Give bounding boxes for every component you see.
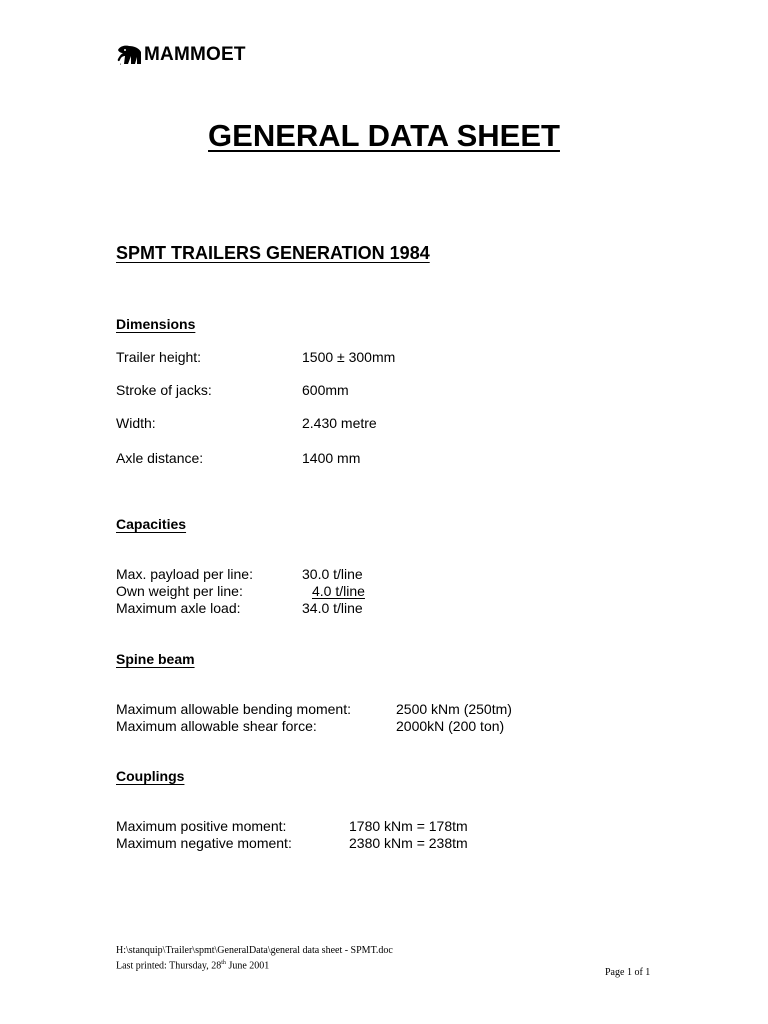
- cap-value-own-weight: 4.0 t/line: [312, 583, 365, 599]
- footer-last-printed: [116, 957, 269, 972]
- cap-value-axle-load: 34.0 t/line: [302, 600, 363, 616]
- coupling-label-negative: Maximum negative moment:: [116, 835, 292, 851]
- cap-label-payload: Max. payload per line:: [116, 566, 253, 582]
- spine-value-shear: 2000kN (200 ton): [396, 718, 505, 734]
- logo-tick-mark: ': [120, 64, 122, 70]
- dim-value-stroke: 600mm: [302, 382, 349, 398]
- dim-label-height: Trailer height:: [116, 349, 202, 365]
- logo-text: MAMMOET: [144, 44, 246, 65]
- dim-label-stroke: Stroke of jacks:: [116, 382, 212, 398]
- dimensions-heading: Dimensions: [116, 316, 196, 332]
- dim-value-height: 1500 ± 300mm: [302, 349, 396, 365]
- footer-printed-prefix: Last printed: Thursday, 28: [116, 960, 222, 972]
- spine-beam-heading: Spine beam: [116, 651, 195, 667]
- couplings-heading: Couplings: [116, 768, 185, 784]
- cap-label-axle-load: Maximum axle load:: [116, 600, 241, 616]
- spine-label-bending: Maximum allowable bending moment:: [116, 701, 351, 717]
- cap-label-own-weight: Own weight per line:: [116, 583, 243, 599]
- dim-value-width: 2.430 metre: [302, 415, 377, 431]
- company-logo: [116, 44, 246, 66]
- footer-printed-sup: th: [221, 960, 226, 966]
- footer-printed-suffix: June 2001: [225, 960, 270, 972]
- spine-label-shear: Maximum allowable shear force:: [116, 718, 317, 734]
- mammoth-logo-icon: [116, 44, 142, 66]
- dim-label-width: Width:: [116, 415, 156, 431]
- capacities-heading: Capacities: [116, 516, 187, 532]
- spine-value-bending: 2500 kNm (250tm): [396, 701, 512, 717]
- dim-label-axle: Axle distance:: [116, 450, 204, 466]
- page-number: Page 1 of 1: [605, 967, 651, 978]
- coupling-label-positive: Maximum positive moment:: [116, 818, 287, 834]
- coupling-value-negative: 2380 kNm = 238tm: [349, 835, 468, 851]
- dim-value-axle: 1400 mm: [302, 450, 361, 466]
- cap-value-payload: 30.0 t/line: [302, 566, 363, 582]
- page-title: [0, 118, 768, 154]
- coupling-value-positive: 1780 kNm = 178tm: [349, 818, 468, 834]
- section-subtitle: SPMT TRAILERS GENERATION 1984: [116, 243, 430, 263]
- footer-file-path: H:\stanquip\Trailer\spmt\GeneralData\general data sheet - SPMT.doc: [116, 945, 393, 956]
- page-title-text: GENERAL DATA SHEET: [208, 118, 560, 153]
